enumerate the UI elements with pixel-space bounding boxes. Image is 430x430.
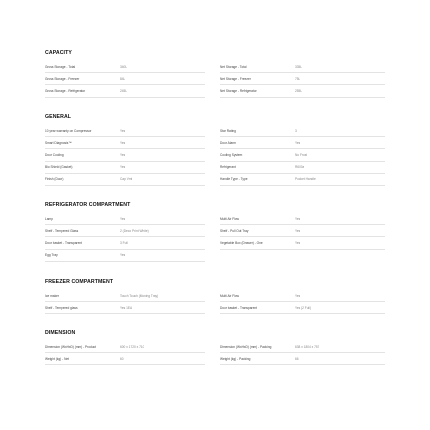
- spec-label: Handle Type - Type: [220, 177, 248, 182]
- spec-row: [220, 290, 385, 302]
- spec-value: 66: [295, 356, 299, 361]
- spec-value: Yes: [120, 216, 126, 221]
- spec-row: [220, 73, 385, 85]
- section-title: REFRIGERATOR COMPARTMENT: [45, 202, 131, 208]
- spec-label: Shelf - Tempered Glass: [45, 228, 79, 233]
- spec-label: Net Storage - Freezer: [220, 76, 251, 81]
- spec-row: [220, 162, 385, 174]
- spec-label: Refrigerant: [220, 165, 236, 170]
- section-refrigerator: [45, 202, 385, 262]
- spec-row: [220, 225, 385, 237]
- spec-label: Bio Shield (Gasket): [45, 165, 73, 170]
- spec-value: 2 (Deco Print White): [120, 228, 149, 233]
- spec-value: Pocket Handle: [295, 177, 316, 182]
- spec-row: [220, 174, 385, 186]
- spec-row: [45, 85, 205, 97]
- spec-label: Weight (kg) - Net: [45, 356, 70, 361]
- spec-row: [45, 61, 205, 73]
- spec-label: Dimension (WxHxD) (mm) - Product: [45, 344, 97, 349]
- section-dimension: [45, 330, 385, 365]
- section-capacity: [45, 50, 385, 98]
- spec-label: Smart Diagnosis™: [45, 140, 72, 145]
- spec-value: Yes: [295, 140, 301, 145]
- spec-label: Multi Air Flow: [220, 216, 239, 221]
- spec-value: Yes: [120, 140, 126, 145]
- spec-label: 10 year warranty on Compressor: [45, 128, 92, 133]
- spec-label: Net Storage - Total: [220, 64, 247, 69]
- spec-value: Yes: [120, 128, 126, 133]
- spec-value: Yes: [295, 293, 301, 298]
- right-column: [220, 213, 385, 262]
- spec-value: 340L: [120, 64, 128, 69]
- spec-value: Yes: [120, 165, 126, 170]
- spec-label: Net Storage - Refrigerator: [220, 88, 257, 93]
- spec-row: [45, 225, 205, 237]
- spec-label: Cooling System: [220, 152, 243, 157]
- right-column: [220, 290, 385, 314]
- spec-value: R600a: [295, 165, 305, 170]
- spec-row: [220, 85, 385, 97]
- spec-label: Door Cooling: [45, 152, 64, 157]
- spec-label: Star Rating: [220, 128, 236, 133]
- spec-value: 3 Full: [120, 240, 128, 245]
- spec-value: Yes: [120, 253, 126, 258]
- section-freezer: [45, 279, 385, 314]
- spec-value: 75L: [295, 76, 301, 81]
- spec-row: [220, 341, 385, 353]
- spec-value: 245L: [120, 88, 128, 93]
- spec-label: Multi Air Flow: [220, 293, 239, 298]
- spec-row: [220, 149, 385, 161]
- spec-row: [45, 174, 205, 186]
- spec-row: [220, 125, 385, 137]
- spec-value: Yes: [120, 152, 126, 157]
- spec-label: Gross Storage - Freezer: [45, 76, 80, 81]
- spec-value: 3: [295, 128, 297, 133]
- spec-label: Door basket - Transparent: [220, 305, 258, 310]
- spec-label: Weight (kg) - Packing: [220, 356, 251, 361]
- spec-row: [45, 162, 205, 174]
- section-title: GENERAL: [45, 114, 72, 120]
- spec-label: Gross Storage - Total: [45, 64, 76, 69]
- spec-row: [45, 125, 205, 137]
- spec-row: [45, 353, 205, 365]
- spec-value: 60: [120, 356, 124, 361]
- spec-value: 84L: [120, 76, 126, 81]
- spec-label: Gross Storage - Refrigerator: [45, 88, 86, 93]
- spec-row: [45, 137, 205, 149]
- left-column: [45, 125, 205, 186]
- spec-row: [45, 149, 205, 161]
- spec-value: Yes: [295, 216, 301, 221]
- right-column: [220, 341, 385, 365]
- spec-value: Yes (2 Full): [295, 305, 312, 310]
- right-column: [220, 125, 385, 186]
- spec-label: Finish (Door): [45, 177, 64, 182]
- left-column: [45, 61, 205, 98]
- spec-value: 255L: [295, 88, 303, 93]
- spec-label: Shelf - Tempered glass: [45, 305, 78, 310]
- section-title: DIMENSION: [45, 330, 76, 336]
- spec-row: [45, 237, 205, 249]
- spec-value: Cap Vmt: [120, 177, 133, 182]
- section-general: [45, 114, 385, 186]
- left-column: [45, 341, 205, 365]
- spec-label: Door Alarm: [220, 140, 236, 145]
- spec-value: No Frost: [295, 152, 308, 157]
- spec-label: Ice maker: [45, 293, 59, 298]
- spec-row: [45, 341, 205, 353]
- spec-value: Yes: [295, 228, 301, 233]
- spec-label: Vegetable Box (Drawer) - One: [220, 240, 263, 245]
- section-title: FREEZER COMPARTMENT: [45, 279, 114, 285]
- spec-label: Egg Tray: [45, 253, 58, 258]
- spec-row: [220, 213, 385, 225]
- left-column: [45, 213, 205, 262]
- spec-row: [45, 73, 205, 85]
- spec-row: [220, 137, 385, 149]
- spec-value: Yes: [295, 240, 301, 245]
- spec-value: 600 x 1720 x 710: [120, 344, 145, 349]
- spec-label: Lamp: [45, 216, 53, 221]
- spec-label: Dimension (WxHxD) (mm) - Packing: [220, 344, 272, 349]
- spec-row: [220, 302, 385, 314]
- spec-value: 638 x 1804 x 757: [295, 344, 320, 349]
- section-title: CAPACITY: [45, 50, 72, 56]
- spec-row: [45, 290, 205, 302]
- spec-label: Door basket - Transparent: [45, 240, 83, 245]
- spec-value: Touch Touch (Moving Tray): [120, 293, 159, 298]
- spec-row: [220, 237, 385, 249]
- spec-value: Yes 1EA: [120, 305, 133, 310]
- spec-row: [220, 61, 385, 73]
- spec-row: [45, 302, 205, 314]
- spec-row: [45, 250, 205, 262]
- right-column: [220, 61, 385, 98]
- spec-row: [45, 213, 205, 225]
- spec-row: [220, 353, 385, 365]
- left-column: [45, 290, 205, 314]
- spec-value: 335L: [295, 64, 303, 69]
- spec-label: Shelf - Pull Out Tray: [220, 228, 249, 233]
